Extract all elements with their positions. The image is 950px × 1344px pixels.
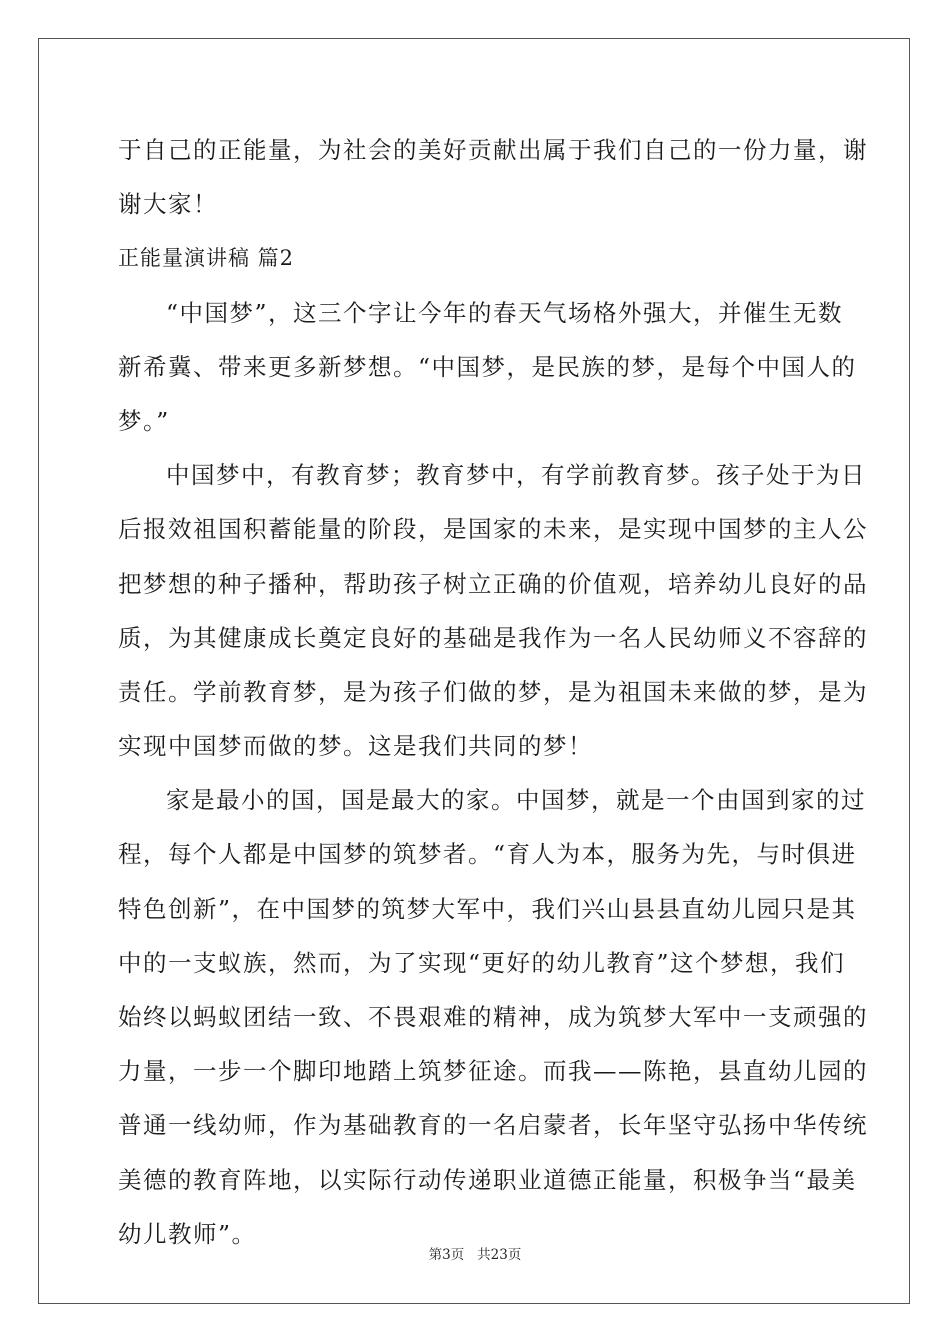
text-line: 梦。” <box>118 406 170 435</box>
text-line: 中的一支蚁族，然而，为了实现“更好的幼儿教育”这个梦想，我们 <box>118 948 846 977</box>
text-line: 责任。学前教育梦，是为孩子们做的梦，是为祖国未来做的梦，是为 <box>118 677 868 706</box>
text-line: 普通一线幼师，作为基础教育的一名启蒙者，长年坚守弘扬中华传统 <box>118 1111 868 1140</box>
text-line: 后报效祖国积蓄能量的阶段，是国家的未来，是实现中国梦的主人公 <box>118 515 868 544</box>
text-line: 美德的教育阵地，以实际行动传递职业道德正能量，积极争当“最美 <box>118 1165 857 1194</box>
text-line: 新希冀、带来更多新梦想。“中国梦，是民族的梦，是每个中国人的 <box>118 352 857 381</box>
text-line: 把梦想的种子播种，帮助孩子树立正确的价值观，培养幼儿良好的品 <box>118 569 868 598</box>
text-line: 实现中国梦而做的梦。这是我们共同的梦！ <box>118 732 593 761</box>
document-body <box>118 123 868 1261</box>
text-line: “中国梦”，这三个字让今年的春天气场格外强大，并催生无数 <box>166 298 844 327</box>
text-line: 始终以蚂蚁团结一致、不畏艰难的精神，成为筑梦大军中一支顽强的 <box>118 1003 868 1031</box>
text-line: 家是最小的国，国是最大的家。中国梦，就是一个由国到家的过 <box>166 786 866 815</box>
text-line: 质，为其健康成长奠定良好的基础是我作为一名人民幼师义不容辞的 <box>118 623 868 652</box>
text-line: 中国梦中，有教育梦；教育梦中，有学前教育梦。孩子处于为日 <box>166 461 866 490</box>
text-line: 力量，一步一个脚印地踏上筑梦征途。而我——陈艳，县直幼儿园的 <box>118 1057 868 1086</box>
text-line: 幼儿教师”。 <box>118 1219 257 1248</box>
text-line: 特色创新”，在中国梦的筑梦大军中，我们兴山县县直幼儿园只是其 <box>118 894 857 923</box>
text-line: 谢大家！ <box>118 190 218 219</box>
text-line: 程，每个人都是中国梦的筑梦者。“育人为本，服务为先，与时俱进 <box>118 840 857 869</box>
text-line: 于自己的正能量，为社会的美好贡献出属于我们自己的一份力量，谢 <box>118 136 868 164</box>
page-number-footer: 第3页 共23页 <box>428 1247 522 1263</box>
section-heading: 正能量演讲稿 篇2 <box>118 246 295 271</box>
